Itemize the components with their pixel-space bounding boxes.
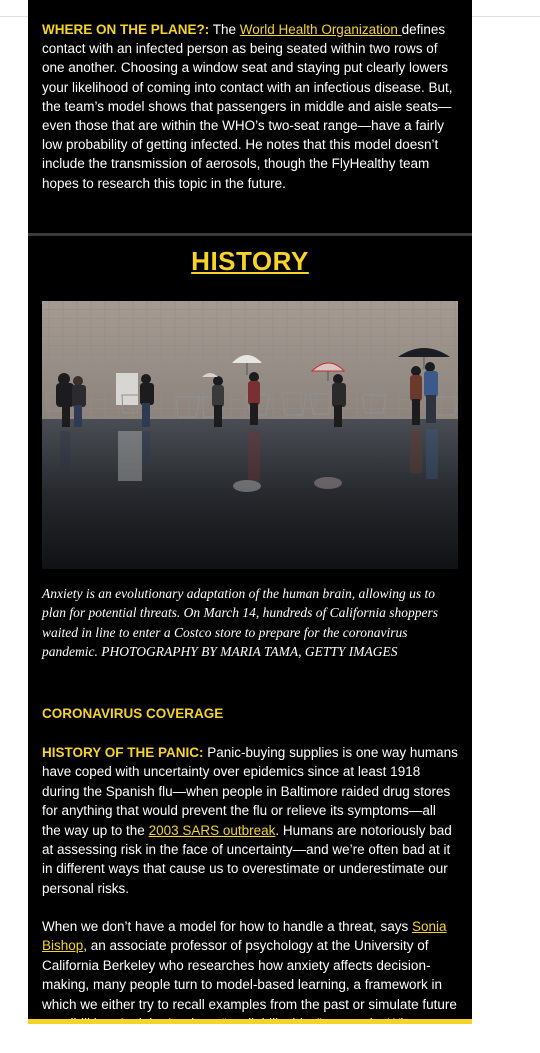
plane-text-post: defines contact with an infected person as being seated within two rows of one another. Choosing a window seat and staying put clearly lowers your likelihood of coming into contact with an infectious disease. But, the team’s model shows that passengers in middle and aisle seats—even those that are within the WHO’s two-seat range—have a fairly low probability of getting infected. He notes that this model doesn’t include the transmission of aerosols, though the FlyHealthy team hopes to research this topic in the future.	[42, 22, 453, 191]
history-heading: HISTORY	[191, 246, 309, 276]
who-link[interactable]: World Health Organization	[239, 22, 402, 37]
coronavirus-coverage-link[interactable]: CORONAVIRUS COVERAGE	[42, 706, 224, 721]
model-text-post: , an associate professor of psychology at the University of California Berkeley who researches how anxiety affects decision-making, many people turn to model-based learning, a framework in which we either try to recall examples from the past or simulate future we’ve	[42, 938, 457, 1051]
model-learning-paragraph	[42, 917, 458, 1053]
plane-section-label: WHERE ON THE PLANE?:	[42, 22, 210, 37]
panic-section-label: HISTORY OF THE PANIC:	[42, 745, 204, 760]
history-of-panic-paragraph	[42, 743, 458, 898]
bottom-accent-bar	[28, 1019, 472, 1024]
article-column	[28, 0, 472, 1051]
photo-caption: Anxiety is an evolutionary adaptation of the human brain, allowing us to plan for potential threats. On March 14, hundreds of California shoppers waited in line to enter a Costco store to prepare for the coronavirus pandemic. PHOTOGRAPHY BY MARIA TAMA, GETTY IMAGES	[42, 586, 439, 660]
plane-seating-paragraph	[42, 20, 458, 193]
sonia-bishop-link[interactable]: Sonia Bishop	[42, 919, 447, 954]
plane-text-pre: The	[209, 22, 240, 37]
panic-text-post: . Humans are notoriously bad at assessing risk in the face of uncertainty—and we’re often bad at it in different ways that cause us to overestimate or underestimate our personal risks.	[42, 822, 452, 896]
costco-line-photo	[42, 301, 458, 569]
section-divider	[28, 233, 472, 236]
panic-text-pre: Panic-buying supplies is one way humans have coped with uncertainty over epidemics since at least 1918 during the Spanish flu—when people in Baltimore raided drug stores for anything that would prevent the flu or relieve its symptoms—all the way up to the	[42, 745, 458, 838]
model-text-pre: When we don’t have a model for how to handle a threat, says	[42, 919, 412, 934]
sars-outbreak-link[interactable]: 2003 SARS outbreak	[148, 822, 276, 838]
